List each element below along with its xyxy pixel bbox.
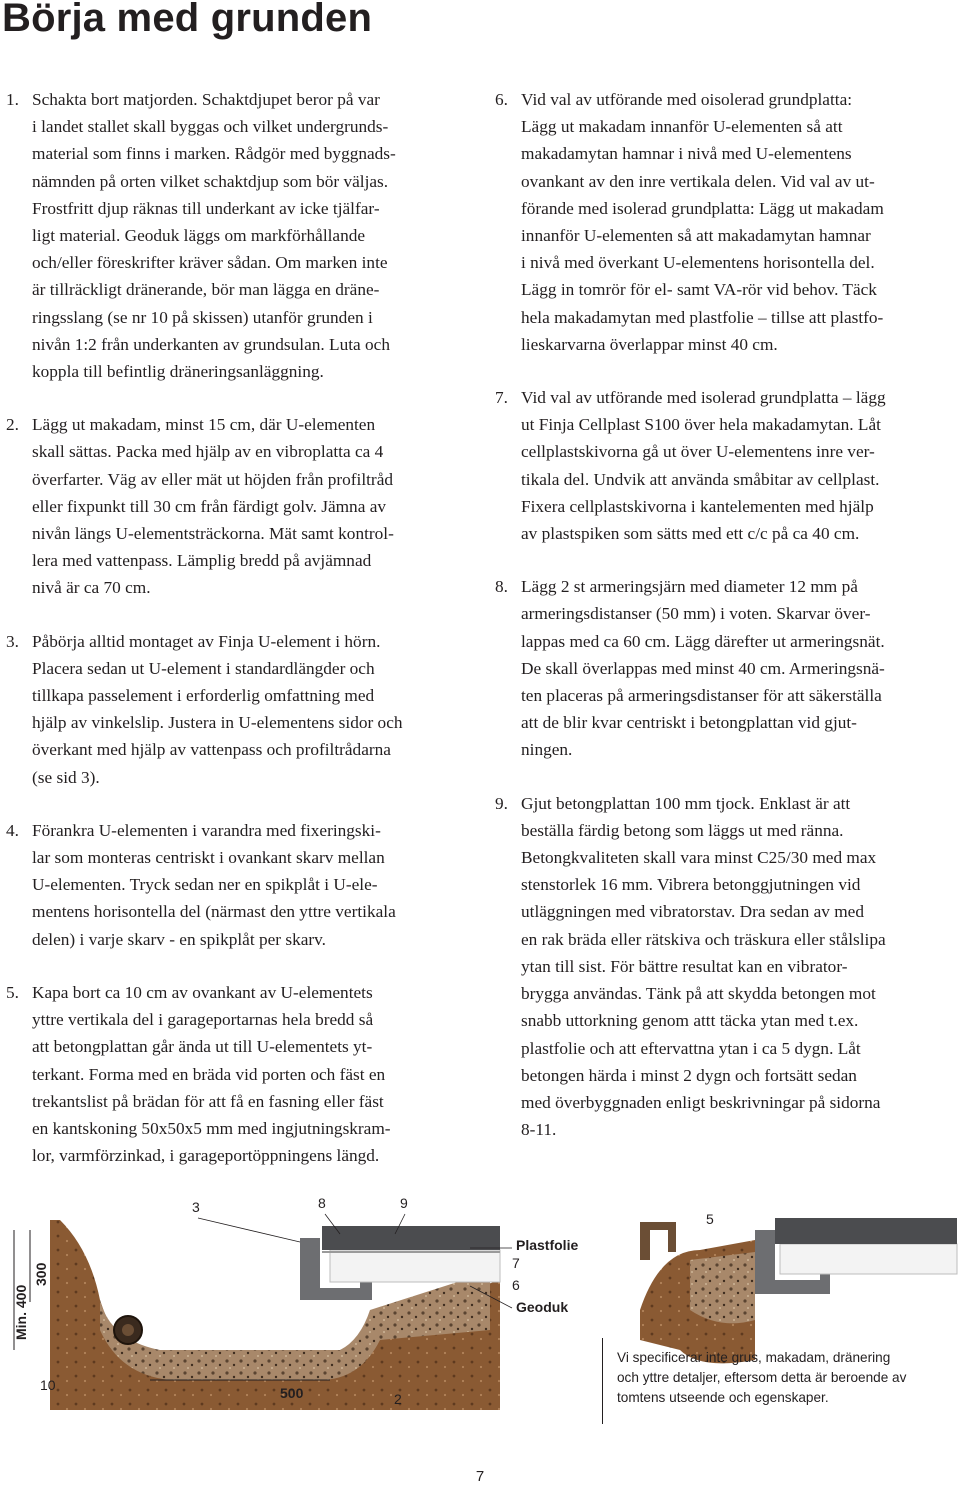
- step-text-line: en kantskoning 50x50x5 mm med ingjutningskram-: [32, 1118, 391, 1138]
- step-text-line: koppla till befintlig dräneringsanläggning.: [32, 362, 324, 382]
- label-10: 10: [40, 1377, 56, 1393]
- step-text-line: Lägg ut makadam innanför U-elementen så att: [521, 117, 843, 137]
- step-text-line: lar som monteras centriskt i ovankant skarv mellan: [32, 848, 385, 868]
- step-text-line: terkant. Forma med en bräda vid porten och fäst en: [32, 1064, 386, 1084]
- step-text: [521, 86, 957, 358]
- step-text-line: cellplastskivorna gå ut över U-elementens inre ver-: [521, 442, 875, 462]
- step-text-line: i nivå med överkant U-elementens horisontella del.: [521, 253, 875, 273]
- step-text-line: brygga användas. Tänk på att skydda betongen mot: [521, 984, 876, 1004]
- step-text-line: tillkapa passelement i erforderlig omfattning med: [32, 686, 375, 706]
- step-text: [32, 979, 468, 1169]
- step-text-line: Fixera cellplastskivorna i kantelementen med hjälp: [521, 496, 874, 516]
- step-text-line: att betongplattan går ända ut till U-elementets yt-: [32, 1037, 373, 1057]
- step-text-line: nämnden på orten vilket schaktdjup som bör väljas.: [32, 171, 389, 191]
- instruction-step: [495, 790, 957, 1144]
- step-text-line: Kapa bort ca 10 cm av ovankant av U-elementets: [32, 982, 373, 1002]
- step-text-line: Betongkvaliteten skall vara minst C25/30 med max: [521, 848, 877, 868]
- step-text-line: yttre vertikala del i garageportarnas hela bredd så: [32, 1010, 374, 1030]
- label-9: 9: [400, 1195, 408, 1211]
- step-text-line: ytan till sist. För bättre resultat kan en vibrator-: [521, 956, 848, 976]
- step-text-line: nivån längs U-elementsträckorna. Mät samt kontrol-: [32, 524, 394, 544]
- step-text-line: Lägg ut makadam, minst 15 cm, där U-elementen: [32, 415, 376, 435]
- instruction-step: [6, 979, 468, 1169]
- step-text-line: med överbyggnaden enligt beskrivningar på sidorna: [521, 1092, 881, 1112]
- label-geoduk: Geoduk: [516, 1299, 569, 1315]
- step-text-line: hela makadamytan med plastfolie – tillse att plastfo-: [521, 307, 884, 327]
- step-text-line: U-elementen. Tryck sedan ner en spikplåt i U-ele-: [32, 875, 378, 895]
- step-text-line: plastfolie och att eftervattna ytan i ca 5 dygn. Låt: [521, 1038, 861, 1058]
- step-text-line: delen) i varje skarv - en spikplåt per skarv.: [32, 929, 326, 949]
- note-line: tomtens utseende och egenskaper.: [617, 1390, 829, 1405]
- step-text-line: beställa färdig betong som läggs ut med ränna.: [521, 820, 844, 840]
- right-column: [495, 86, 957, 1169]
- step-text-line: av plastspiken som sätts med ett c/c på ca 40 cm.: [521, 524, 860, 544]
- step-text-line: Vid val av utförande med oisolerad grundplatta:: [521, 90, 853, 109]
- label-5: 5: [706, 1211, 714, 1227]
- step-text-line: Lägg in tomrör för el- samt VA-rör vid behov. Täck: [521, 280, 877, 300]
- insulation: [330, 1250, 500, 1282]
- step-text-line: överfarter. Väg av eller mät ut höjden från profiltråd: [32, 469, 393, 489]
- step-text-line: De skall överlappas med minst 40 cm. Armeringsnä-: [521, 658, 885, 678]
- step-text-line: nivå är ca 70 cm.: [32, 578, 151, 598]
- step-text-line: utläggningen med vibratorstav. Dra sedan av med: [521, 902, 864, 922]
- step-text-line: (se sid 3).: [32, 767, 100, 787]
- label-dim-500: 500: [280, 1385, 304, 1401]
- label-dim-300: 300: [33, 1262, 49, 1286]
- step-text-line: nivån 1:2 från underkanten av grundsulan. Luta och: [32, 334, 390, 354]
- label-8: 8: [318, 1195, 326, 1211]
- step-text-line: att de blir kvar centriskt i betongplattan vid gjut-: [521, 713, 857, 733]
- step-text-line: lera med vattenpass. Lämplig bredd på avjämnad: [32, 551, 372, 571]
- instruction-step: [6, 817, 468, 953]
- step-text-line: 8-11.: [521, 1120, 557, 1140]
- step-text-line: Påbörja alltid montaget av Finja U-element i hörn.: [32, 631, 381, 651]
- step-text: [521, 790, 957, 1144]
- step-text-line: ringsslang (se nr 10 på skissen) utanför grunden i: [32, 307, 373, 327]
- step-text-line: mentens horisontella del (närmast den yttre vertikala: [32, 902, 396, 922]
- step-text-line: en rak bräda eller rätskiva och träskura eller stålslipa: [521, 929, 886, 949]
- step-text-line: makadamytan hamnar i nivå med U-elementens: [521, 144, 852, 164]
- step-number: 6.: [495, 90, 508, 109]
- step-number: 1.: [6, 90, 19, 109]
- label-plastfolie: Plastfolie: [516, 1237, 579, 1253]
- step-number: 8.: [495, 577, 508, 597]
- step-text-line: Vid val av utförande med isolerad grundplatta – lägg: [521, 388, 886, 408]
- step-text-line: är tillräckligt dränerande, bör man lägga en dräne-: [32, 280, 380, 300]
- concrete-slab: [322, 1226, 500, 1250]
- instruction-step: [6, 86, 468, 385]
- instruction-step: [6, 628, 468, 791]
- label-6: 6: [512, 1277, 520, 1293]
- label-2: 2: [394, 1391, 402, 1407]
- step-text-line: stenstorlek 16 mm. Vibrera betonggjutningen vid: [521, 875, 861, 895]
- step-text-line: förande med isolerad grundplatta: Lägg ut makadam: [521, 198, 884, 218]
- step-text-line: ningen.: [521, 740, 573, 760]
- step-number: 2.: [6, 415, 19, 435]
- instruction-step: [495, 573, 957, 763]
- step-text-line: överkant med hjälp av vattenpass och profiltrådarna: [32, 740, 391, 760]
- left-column: [6, 86, 468, 1195]
- step-text-line: material som finns i marken. Rådgör med byggnads-: [32, 144, 396, 164]
- step-text-line: Frostfritt djup räknas till underkant av icke tjälfar-: [32, 198, 380, 218]
- label-7: 7: [512, 1255, 520, 1271]
- page-title: Börja med grunden: [2, 0, 373, 40]
- step-text-line: ovankant av den inre vertikala delen. Vid val av ut-: [521, 171, 875, 191]
- instruction-step: [6, 411, 468, 601]
- step-text-line: armeringsdistanser (50 mm) i voten. Skarvar över-: [521, 604, 871, 624]
- step-text-line: och/eller föreskrifter kräver sådan. Om marken inte: [32, 253, 388, 273]
- note-line: Vi specificerar inte grus, makadam, dränering: [617, 1350, 891, 1365]
- step-number: 3.: [6, 631, 19, 651]
- step-text-line: skall sättas. Packa med hjälp av en vibroplatta ca 4: [32, 442, 384, 462]
- step-text-line: Gjut betongplattan 100 mm tjock. Enklast är att: [521, 793, 851, 813]
- page-number: 7: [475, 1468, 485, 1485]
- step-text-line: lor, varmförzinkad, i garageportöppningens längd.: [32, 1146, 380, 1166]
- step-text-line: Placera sedan ut U-element i standardlängder och: [32, 658, 375, 678]
- instruction-step: [495, 384, 957, 547]
- step-number: 7.: [495, 388, 508, 408]
- step-text: [32, 86, 468, 385]
- step-text: [521, 384, 957, 547]
- step-text: [521, 573, 957, 763]
- step-number: 5.: [6, 982, 19, 1002]
- step-text-line: ligt material. Geoduk läggs om markförhållande: [32, 226, 366, 246]
- step-text-line: lappas med ca 60 cm. Lägg därefter ut armeringsnät.: [521, 631, 885, 651]
- step-text-line: ut Finja Cellplast S100 över hela makadamytan. Låt: [521, 415, 881, 435]
- step-number: 9.: [495, 793, 508, 813]
- instruction-step: [495, 86, 957, 358]
- step-text-line: i landet stallet skall byggas och vilket undergrunds-: [32, 117, 389, 137]
- edge-profile-icon: [640, 1222, 662, 1260]
- step-text-line: hjälp av vinkelslip. Justera in U-elementens sidor och: [32, 713, 403, 733]
- step-text-line: lieskarvarna överlappar minst 40 cm.: [521, 334, 778, 354]
- step-text-line: tikala del. Undvik att använda småbitar av cellplast.: [521, 469, 880, 489]
- step-text-line: ten placeras på armeringsdistanser för att säkerställa: [521, 686, 882, 706]
- step-text-line: Förankra U-elementen i varandra med fixeringski-: [32, 820, 381, 840]
- step-number: 4.: [6, 820, 19, 840]
- step-text-line: Lägg 2 st armeringsjärn med diameter 12 mm på: [521, 577, 858, 597]
- label-3: 3: [192, 1199, 200, 1215]
- step-text-line: snabb uttorkning genom attt täcka ytan med t.ex.: [521, 1011, 859, 1031]
- step-text-line: eller fixpunkt till 30 cm från färdigt golv. Jämna av: [32, 496, 387, 516]
- label-dim-min400: Min. 400: [13, 1284, 29, 1340]
- specification-note: [602, 1338, 957, 1424]
- step-text-line: betongen härda i minst 2 dygn och fortsätt sedan: [521, 1065, 857, 1085]
- note-line: och yttre detaljer, eftersom detta är beroende av: [617, 1370, 907, 1385]
- step-text: [32, 817, 468, 953]
- step-text-line: Schakta bort matjorden. Schaktdjupet beror på var: [32, 90, 380, 109]
- step-text: [32, 628, 468, 791]
- step-text: [32, 411, 468, 601]
- step-text-line: innanför U-elementen så att makadamytan hamnar: [521, 226, 871, 246]
- step-text-line: trekantslist på brädan för att få en fasning eller fäst: [32, 1091, 384, 1111]
